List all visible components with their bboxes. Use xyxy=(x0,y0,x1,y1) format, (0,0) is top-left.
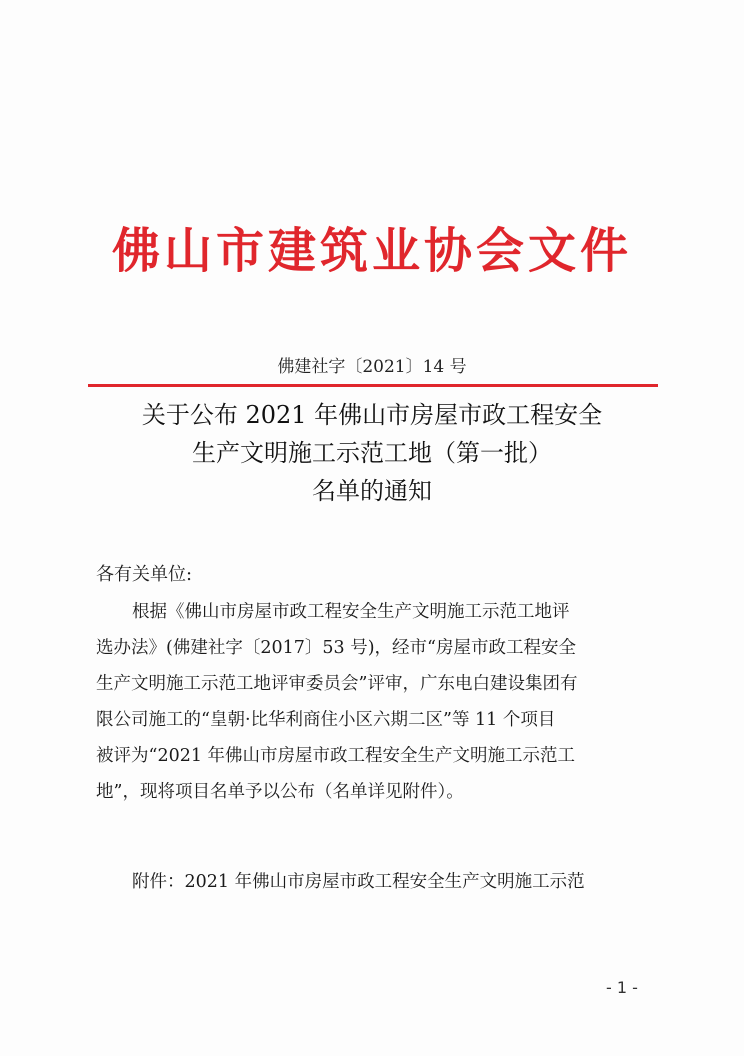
salutation: 各有关单位: xyxy=(96,564,193,585)
document-number: 佛建社字〔2021〕14 号 xyxy=(277,357,467,377)
body-paragraph xyxy=(96,594,656,810)
paragraph-line: 限公司施工的“皇朝·比华利商住小区六期二区”等 11 个项目 xyxy=(96,710,556,730)
notice-title-line: 名单的通知 xyxy=(312,477,432,505)
paragraph-line: 地”，现将项目名单予以公布（名单详见附件）。 xyxy=(96,782,464,802)
paragraph-line: 生产文明施工示范工地评审委员会”评审，广东电白建设集团有 xyxy=(96,674,578,694)
paragraph-line: 根据《佛山市房屋市政工程安全生产文明施工示范工地评 xyxy=(132,602,570,622)
organization-title: 佛山市建筑业协会文件 xyxy=(111,223,632,279)
notice-title xyxy=(0,396,744,510)
red-divider-line xyxy=(88,384,658,387)
notice-title-line: 生产文明施工示范工地（第一批） xyxy=(192,439,552,467)
page-number: - 1 - xyxy=(606,978,638,997)
attachment-line: 附件：2021 年佛山市房屋市政工程安全生产文明施工示范 xyxy=(132,872,585,892)
paragraph-line: 选办法》(佛建社字〔2017〕53 号)，经市“房屋市政工程安全 xyxy=(96,638,576,658)
paragraph-line: 被评为“2021 年佛山市房屋市政工程安全生产文明施工示范工 xyxy=(96,746,576,766)
notice-title-line: 关于公布 2021 年佛山市房屋市政工程安全 xyxy=(141,401,603,429)
